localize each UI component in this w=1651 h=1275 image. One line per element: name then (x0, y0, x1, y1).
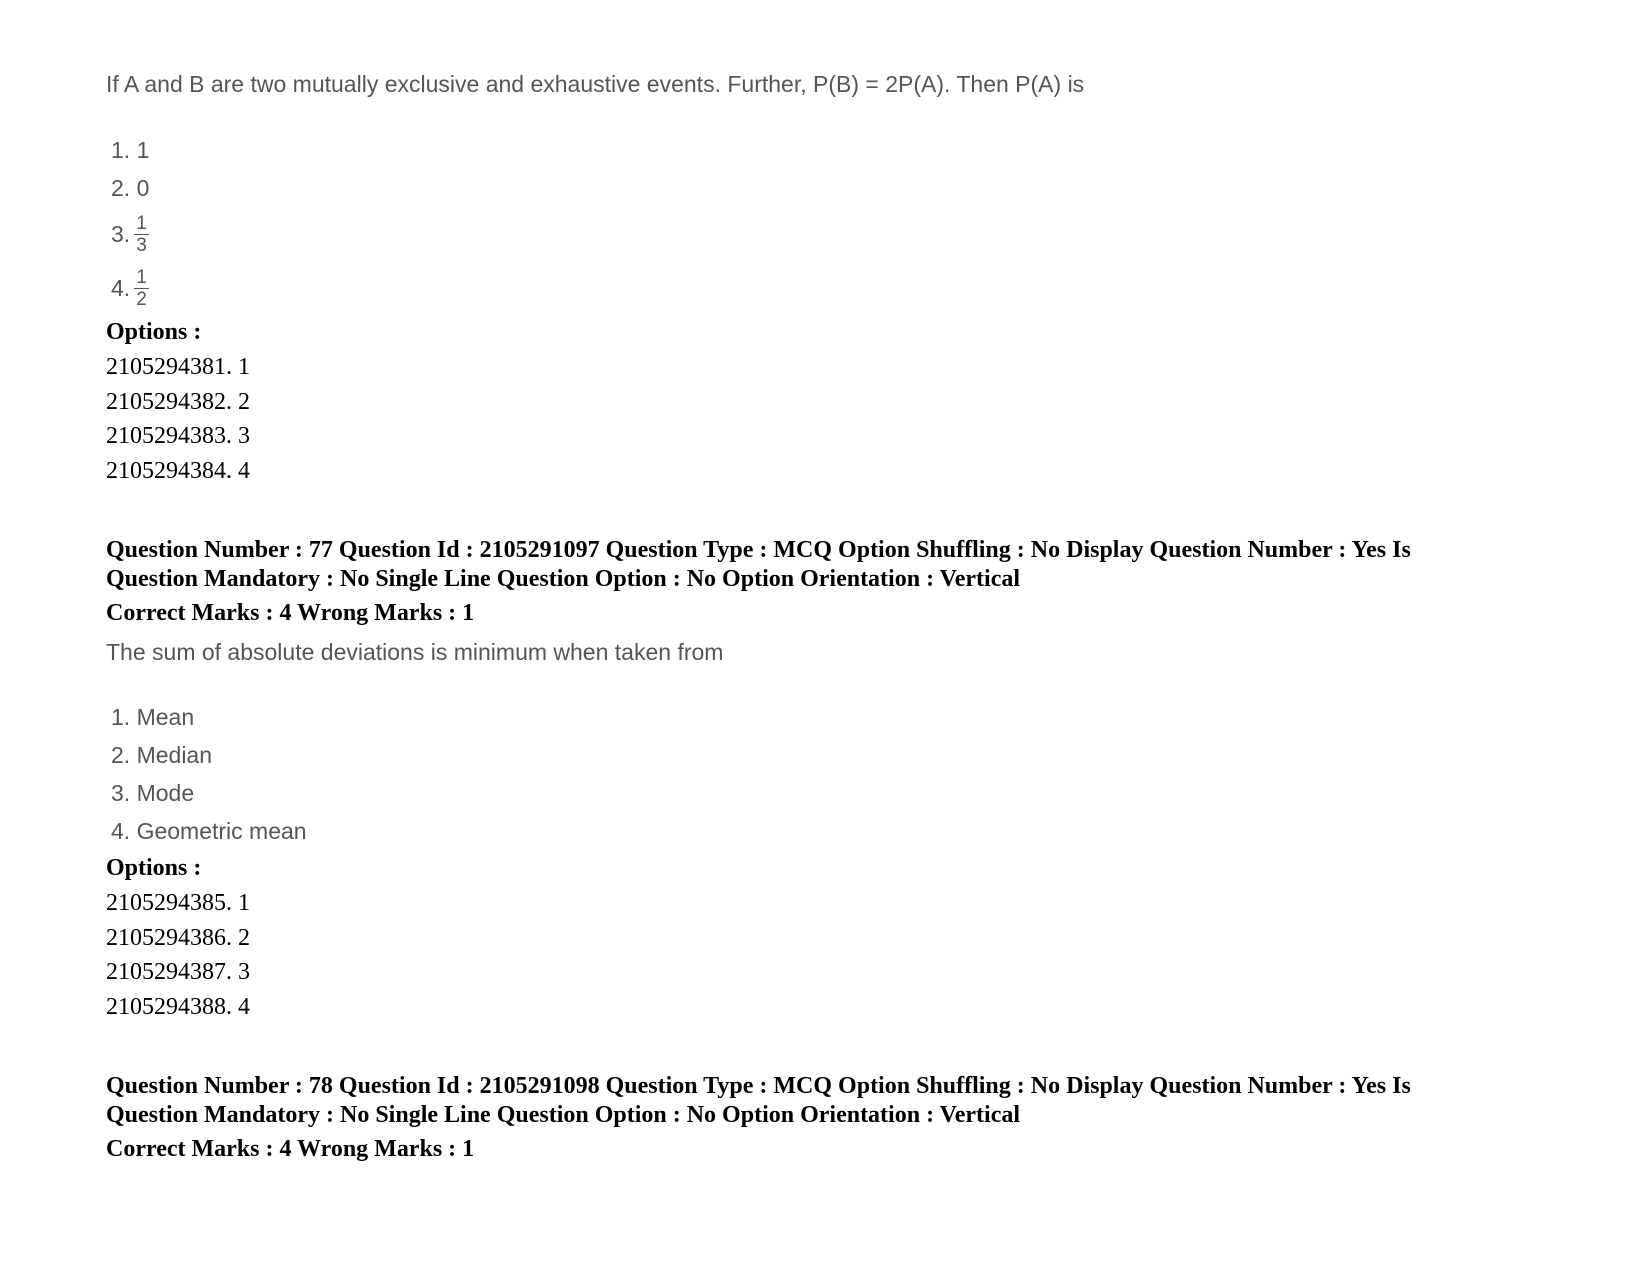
choice-value: 0 (136, 175, 150, 201)
q76-options-label: Options : (106, 319, 202, 345)
option-id-row: 2105294385. 1 (106, 890, 250, 916)
fraction-denominator: 3 (136, 234, 147, 256)
choice-number: 2. (111, 175, 131, 201)
q78-marks: Correct Marks : 4 Wrong Marks : 1 (106, 1136, 475, 1162)
option-id-row: 2105294383. 3 (106, 423, 250, 449)
q77-choice-list (106, 698, 307, 850)
option-id-row: 2105294387. 3 (106, 959, 250, 985)
choice-number: 3. (111, 221, 131, 247)
q78-meta-line-1: Question Number : 78 Question Id : 2105291098 Question Type : MCQ Option Shuffling : No Display Question Number : Yes Is (106, 1073, 1411, 1099)
option-id-row: 2105294382. 2 (106, 388, 250, 415)
q77-choice-1: 1. Mean (111, 704, 195, 730)
q77-choice-3: 3. Mode (111, 780, 195, 806)
choice-number: 4. (111, 275, 131, 301)
q76-choice-list (106, 131, 149, 315)
q76-choice-2 (106, 169, 149, 207)
q77-meta-line-2: Question Mandatory : No Single Line Question Option : No Option Orientation : Vertical (106, 565, 1021, 592)
q77-question-text: The sum of absolute deviations is minimum when taken from (106, 639, 724, 665)
fraction-numerator: 1 (136, 266, 147, 288)
fraction-denominator: 2 (136, 288, 147, 310)
q76-option-ids (106, 350, 250, 488)
option-id-row: 2105294381. 1 (106, 354, 250, 380)
q77-choice-2: 2. Median (111, 742, 213, 768)
option-id-row: 2105294388. 4 (106, 993, 250, 1020)
q77-choice-4: 4. Geometric mean (111, 818, 307, 844)
q77-options-label: Options : (106, 855, 202, 881)
q77-marks: Correct Marks : 4 Wrong Marks : 1 (106, 600, 475, 626)
q76-choice-3 (106, 207, 149, 261)
q77-option-ids (106, 886, 250, 1024)
q76-question-text: If A and B are two mutually exclusive and exhaustive events. Further, P(B) = 2P(A). Then P(A) is (106, 71, 1085, 97)
choice-value: 1 (136, 137, 150, 163)
q78-meta (106, 1072, 1411, 1129)
q78-meta-line-2: Question Mandatory : No Single Line Question Option : No Option Orientation : Vertical (106, 1101, 1021, 1128)
q76-choice-1 (106, 131, 149, 169)
fraction (134, 213, 149, 256)
option-id-row: 2105294386. 2 (106, 924, 250, 951)
choice-number: 1. (111, 137, 131, 163)
fraction (134, 267, 149, 310)
q77-meta (106, 536, 1411, 593)
q76-choice-4 (106, 261, 149, 315)
fraction-numerator: 1 (136, 212, 147, 234)
option-id-row: 2105294384. 4 (106, 457, 250, 484)
q77-meta-line-1: Question Number : 77 Question Id : 2105291097 Question Type : MCQ Option Shuffling : No Display Question Number : Yes Is (106, 537, 1411, 563)
